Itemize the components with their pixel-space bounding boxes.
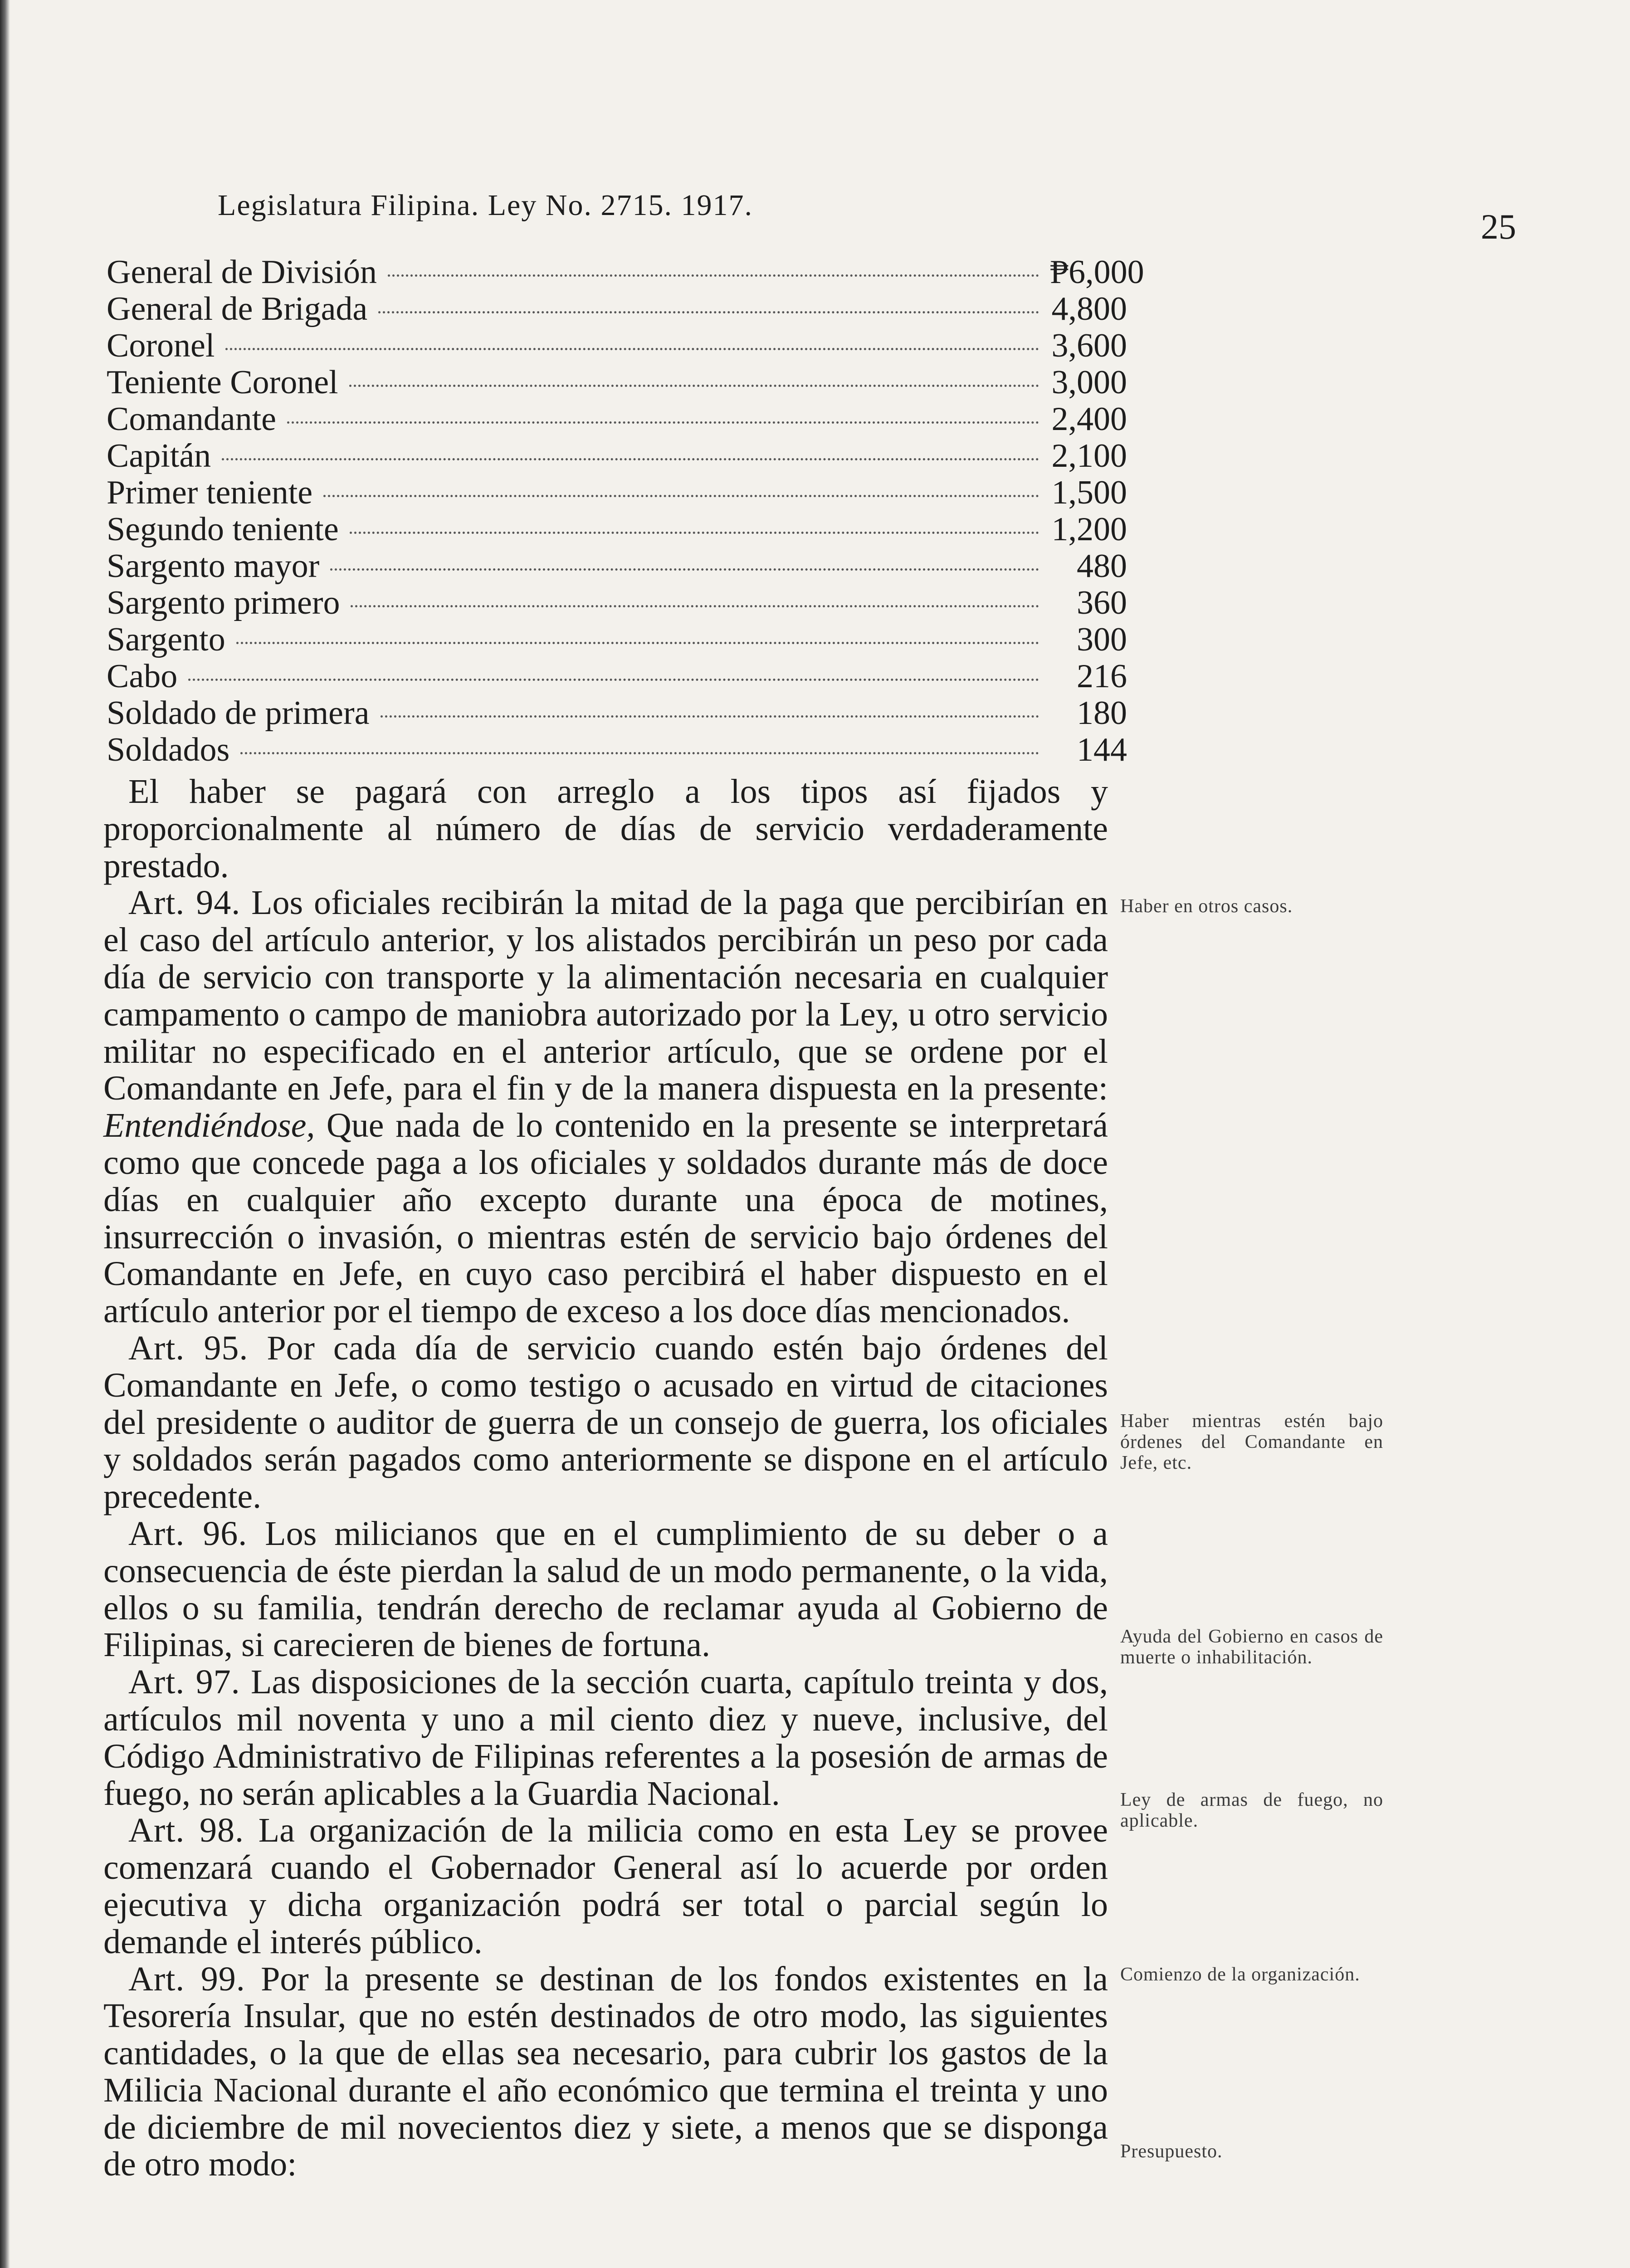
pay-row xyxy=(107,254,1144,291)
pay-amount: 180 xyxy=(1077,694,1127,732)
pay-amount: 300 xyxy=(1077,621,1127,658)
pay-row xyxy=(107,327,1127,364)
article-96-heading: Art. 96. xyxy=(128,1514,248,1553)
margin-note-art98: Comienzo de la organización. xyxy=(1120,1964,1360,1985)
article-94-italic: Entendiéndose, xyxy=(103,1106,315,1145)
pay-amount: 360 xyxy=(1077,584,1127,621)
dotted-leader xyxy=(236,642,1039,644)
pay-amount: 2,100 xyxy=(1051,437,1127,474)
margin-note-art99: Presupuesto. xyxy=(1120,2141,1223,2162)
pay-rank-label: General de División xyxy=(107,254,377,291)
page-binding-edge xyxy=(0,0,10,2268)
closing-paragraph: El haber se pagará con arreglo a los tipos así fijados y proporcionalmente al número de días de servicio verdaderamente prestado. xyxy=(103,772,1108,885)
margin-note-art95: Haber mientras estén bajo órdenes del Comandante en Jefe, etc. xyxy=(1120,1411,1383,1473)
article-98-text: La organización de la milicia como en esta Ley se provee comenzará cuando el Gobernador General así lo acuerde por orden ejecutiva y dicha organización podrá ser total o parcial según lo demande el interés público. xyxy=(103,1811,1108,1961)
pay-amount: 216 xyxy=(1077,658,1127,695)
running-header: Legislatura Filipina. Ley No. 2715. 1917. xyxy=(218,189,753,222)
dotted-leader xyxy=(350,532,1039,534)
article-94-heading: Art. 94. xyxy=(128,884,241,922)
dotted-leader xyxy=(188,679,1039,681)
pay-rank-label: Teniente Coronel xyxy=(107,364,338,401)
dotted-leader xyxy=(240,752,1039,754)
pay-rank-label: Cabo xyxy=(107,658,178,695)
pay-row xyxy=(107,474,1127,511)
article-94-text-a: Los oficiales recibirán la mitad de la paga que percibirían en el caso del artículo anterior, y los alistados percibirán un peso por cada día de servicio con transporte y la alimentación necesaria en cualquier campamento o campo de maniobra autorizado por la Ley, u otro servicio militar no especificado en el anterior artículo, que se ordene por el Comandante en Jefe, para el fin y de la manera dispuesta en la presente: xyxy=(103,884,1108,1108)
article-95 xyxy=(103,1330,1108,1515)
pay-scale-table xyxy=(107,254,1144,768)
pay-amount: 480 xyxy=(1077,547,1127,585)
article-94-text-b: Que nada de lo contenido en la presente se interpretará como que concede paga a los oficiales y soldados durante más de doce días en cualquier año excepto durante una época de motines, insurrección o invasión, o mientras estén de servicio bajo órdenes del Comandante en Jefe, en cuyo caso percibirá el haber dispuesto en el artículo anterior por el tiempo de exceso a los doce días mencionados. xyxy=(103,1106,1108,1330)
pay-rank-label: Coronel xyxy=(107,327,215,364)
pay-amount: 1,200 xyxy=(1051,511,1127,548)
article-96 xyxy=(103,1515,1108,1664)
dotted-leader xyxy=(388,274,1039,277)
pay-row xyxy=(107,548,1127,585)
margin-note-art96: Ayuda del Gobierno en casos de muerte o inhabilitación. xyxy=(1120,1626,1383,1668)
article-99-text: Por la presente se destinan de los fondos existentes en la Tesorería Insular, que no estén destinados de otro modo, las siguientes cantidades, o la que de ellas sea necesario, para cubrir los gastos de la Milicia Nacional durante el año económico que termina el treinta y uno de diciembre de mil novecientos diez y siete, a menos que se disponga de otro modo: xyxy=(103,1960,1108,2184)
article-97 xyxy=(103,1664,1108,1812)
dotted-leader xyxy=(351,605,1039,607)
pay-rank-label: Comandante xyxy=(107,401,277,438)
pay-rank-label: Soldado de primera xyxy=(107,694,370,732)
pay-row xyxy=(107,438,1127,474)
pay-amount: 2,400 xyxy=(1051,401,1127,438)
pay-rank-label: Capitán xyxy=(107,437,211,474)
article-97-text: Las disposiciones de la sección cuarta, capítulo treinta y dos, artículos mil noventa y uno a mil ciento diez y nueve, inclusive, del Código Administrativo de Filipinas referentes a la posesión de armas de fuego, no serán aplicables a la Guardia Nacional. xyxy=(103,1663,1108,1813)
article-98 xyxy=(103,1812,1108,1960)
pay-rank-label: General de Brigada xyxy=(107,290,368,327)
pay-amount: 1,500 xyxy=(1051,474,1127,511)
article-95-text: Por cada día de servicio cuando estén bajo órdenes del Comandante en Jefe, o como testigo o acusado en virtud de citaciones del presidente o auditor de guerra de un consejo de guerra, los oficiales y soldados serán pagados como anteriormente se dispone en el artículo precedente. xyxy=(103,1329,1108,1516)
pay-row xyxy=(107,401,1127,438)
pay-row xyxy=(107,621,1127,658)
article-96-text: Los milicianos que en el cumplimiento de su deber o a consecuencia de éste pierdan la salud de un modo permanente, o la vida, ellos o su familia, tendrán derecho de reclamar ayuda al Gobierno de Filipinas, si carecieren de bienes de fortuna. xyxy=(103,1514,1108,1664)
dotted-leader xyxy=(381,715,1039,718)
pay-row xyxy=(107,364,1127,401)
dotted-leader xyxy=(287,421,1039,424)
pay-row xyxy=(107,732,1127,768)
dotted-leader xyxy=(349,385,1039,387)
pay-amount: ₱6,000 xyxy=(1050,254,1144,291)
article-99 xyxy=(103,1961,1108,2184)
page-number: 25 xyxy=(1481,207,1516,246)
margin-note-art97: Ley de armas de fuego, no aplicable. xyxy=(1120,1789,1383,1831)
dotted-leader xyxy=(225,348,1039,350)
pay-amount: 3,600 xyxy=(1051,327,1127,364)
article-97-heading: Art. 97. xyxy=(128,1663,240,1701)
pay-row xyxy=(107,585,1127,621)
pay-amount: 144 xyxy=(1077,731,1127,768)
article-99-heading: Art. 99. xyxy=(128,1960,245,1998)
dotted-leader xyxy=(323,495,1039,497)
pay-rank-label: Sargento xyxy=(107,621,225,658)
dotted-leader xyxy=(222,458,1039,460)
body-text xyxy=(103,773,1108,2183)
pay-rank-label: Sargento mayor xyxy=(107,547,320,585)
margin-note-art94: Haber en otros casos. xyxy=(1120,896,1293,917)
pay-rank-label: Primer teniente xyxy=(107,474,313,511)
pay-rank-label: Segundo teniente xyxy=(107,511,339,548)
pay-rank-label: Sargento primero xyxy=(107,584,340,621)
pay-row xyxy=(107,511,1127,548)
article-95-heading: Art. 95. xyxy=(128,1329,249,1367)
dotted-leader xyxy=(378,311,1039,313)
pay-row xyxy=(107,695,1127,732)
dotted-leader xyxy=(330,568,1039,571)
pay-amount: 3,000 xyxy=(1051,364,1127,401)
pay-rank-label: Soldados xyxy=(107,731,230,768)
pay-amount: 4,800 xyxy=(1051,290,1127,327)
pay-row xyxy=(107,658,1127,695)
article-98-heading: Art. 98. xyxy=(128,1811,244,1850)
article-94 xyxy=(103,885,1108,1330)
pay-row xyxy=(107,291,1127,327)
